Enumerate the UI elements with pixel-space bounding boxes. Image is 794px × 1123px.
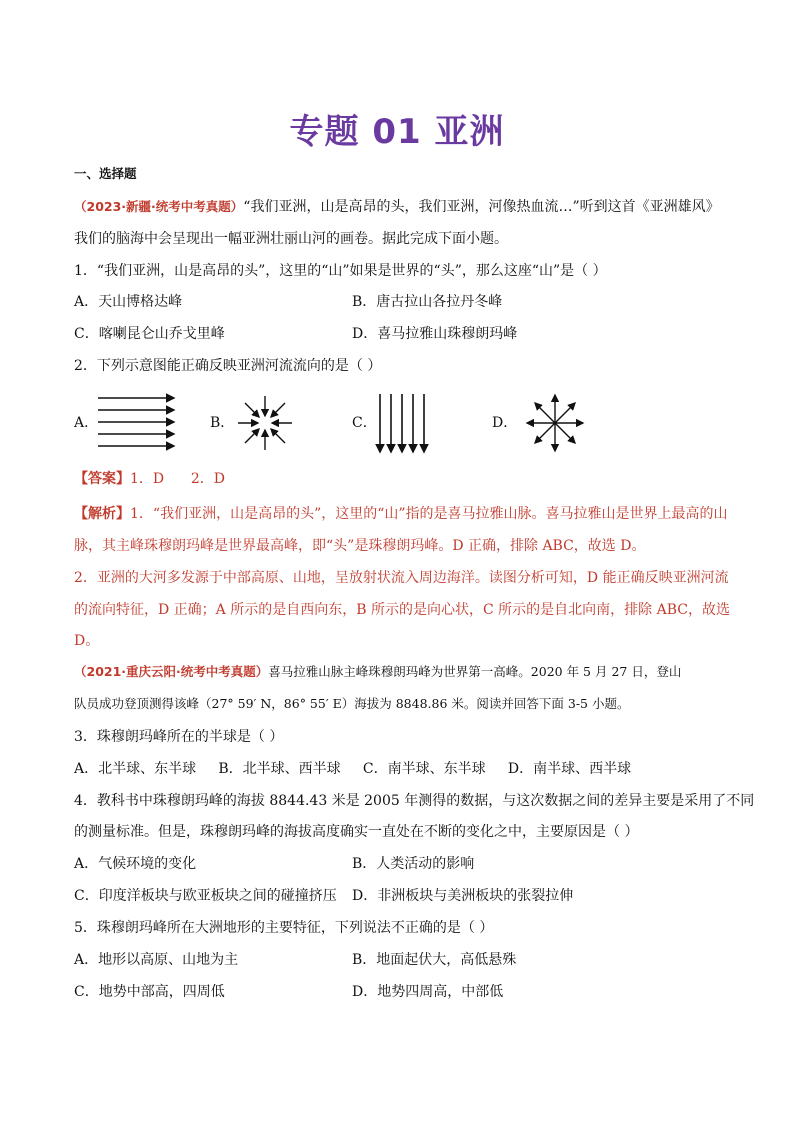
analysis-text1: 1．“我们亚洲，山是高昂的头”，这里的“山”指的是喜马拉雅山脉。喜马拉雅山是世界上最高的山: [130, 506, 728, 522]
q2-diagram-b: [236, 394, 294, 452]
passage1-line1: [74, 197, 724, 217]
analysis-tag: 【解析】: [74, 506, 130, 522]
q5-option-c: C．地势中部高，四周低: [74, 984, 225, 1000]
answer-line: [74, 469, 724, 489]
passage2-line1: [74, 662, 724, 682]
q4-option-c: C．印度洋板块与欧亚板块之间的碰撞挤压: [74, 888, 337, 904]
q1-option-a: A．天山博格达峰: [74, 294, 183, 310]
q2-option-b-label: B．: [210, 415, 235, 431]
q1-option-b: B．唐古拉山各拉丹冬峰: [352, 294, 503, 310]
passage1-source: （2023·新疆·统考中考真题）: [74, 199, 244, 214]
passage2-line2: 队员成功登顶测得该峰（27° 59′ N，86° 55′ E）海拔为 8848.86 米。阅读并回答下面 3-5 小题。: [74, 696, 630, 711]
q2-option-a-label: A．: [74, 415, 99, 431]
q4-option-d: D．非洲板块与美洲板块的张裂拉伸: [352, 888, 574, 904]
q1-option-d: D．喜马拉雅山珠穆朗玛峰: [352, 326, 518, 342]
q2-stem: 2．下列示意图能正确反映亚洲河流流向的是（ ）: [74, 358, 382, 374]
analysis-line5: D。: [74, 633, 100, 649]
q3-stem: 3．珠穆朗玛峰所在的半球是（ ）: [74, 729, 284, 745]
answer-text: 1．D 2．D: [130, 471, 225, 487]
q2-diagram-a: [96, 392, 180, 452]
q5-stem: 5．珠穆朗玛峰所在大洲地形的主要特征，下列说法不正确的是（ ）: [74, 920, 494, 936]
q4-stem-line2: 的测量标准。但是，珠穆朗玛峰的海拔高度确实一直处在不断的变化之中，主要原因是（ ）: [74, 824, 639, 840]
passage1-text1: “我们亚洲，山是高昂的头，我们亚洲，河像热血流…”听到这首《亚洲雄风》: [243, 199, 720, 215]
q4-option-a: A．气候环境的变化: [74, 856, 197, 872]
analysis-line2: 脉，其主峰珠穆朗玛峰是世界最高峰，即“头”是珠穆朗玛峰。D 正确，排除 ABC，故选 D。: [74, 538, 646, 554]
passage1-line2: 我们的脑海中会呈现出一幅亚洲壮丽山河的画卷。据此完成下面小题。: [74, 231, 508, 247]
q5-option-a: A．地形以高原、山地为主: [74, 952, 239, 968]
q2-option-d-label: D．: [492, 415, 518, 431]
analysis-line3: 2．亚洲的大河多发源于中部高原、山地，呈放射状流入周边海洋。读图分析可知，D 能正确反映亚洲河流: [74, 570, 729, 586]
passage2-text1: 喜马拉雅山脉主峰珠穆朗玛峰为世界第一高峰。2020 年 5 月 27 日，登山: [268, 664, 682, 679]
analysis-line4: 的流向特征，D 正确；A 所示的是自西向东，B 所示的是向心状，C 所示的是自北向南，排除 ABC，故选: [74, 602, 730, 618]
analysis-line1: [74, 504, 728, 524]
q5-option-b: B．地面起伏大，高低悬殊: [352, 952, 517, 968]
q2-diagram-c: [374, 392, 430, 456]
q4-option-b: B．人类活动的影响: [352, 856, 475, 872]
passage2-source: （2021·重庆云阳·统考中考真题）: [74, 664, 269, 679]
q3-options: A．北半球、东半球 B．北半球、西半球 C．南半球、东半球 D．南半球、西半球: [74, 761, 632, 777]
q1-stem: 1．“我们亚洲，山是高昂的头”，这里的“山”如果是世界的“头”，那么这座“山”是（ ）: [74, 263, 607, 279]
q1-option-c: C．喀喇昆仑山乔戈里峰: [74, 326, 225, 342]
q5-option-d: D．地势四周高，中部低: [352, 984, 504, 1000]
q4-stem-line1: 4．教科书中珠穆朗玛峰的海拔 8844.43 米是 2005 年测得的数据，与这次数据之间的差异主要是采用了不同: [74, 793, 755, 809]
q2-option-c-label: C．: [352, 415, 377, 431]
page-title: 专题 01 亚洲: [289, 112, 505, 152]
answer-tag: 【答案】: [74, 471, 130, 487]
section-heading: 一、选择题: [74, 166, 137, 181]
q2-diagram-d: [524, 392, 586, 454]
